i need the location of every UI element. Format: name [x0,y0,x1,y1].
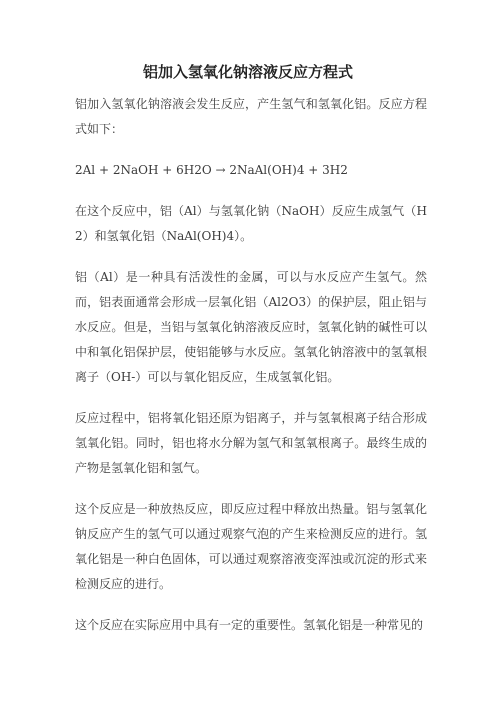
paragraph-exothermic: 这个反应是一种放热反应，即反应过程中释放出热量。铝与氢氧化钠反应产生的氢气可以通过观察气泡的产生来检测反应的进行。氢氧化铝是一种白色固体，可以通过观察溶液变浑浊或沉淀的形式来检测反应的进行。 [75,502,427,591]
document-title: 铝加入氢氧化钠溶液反应方程式 [142,63,353,81]
paragraph-intro: 铝加入氢氧化钠溶液会发生反应，产生氢气和氢氧化铝。反应方程式如下： [75,97,427,136]
reaction-equation: 2Al + 2NaOH + 6H2O → 2NaAl(OH)4 + 3H2 [75,163,348,177]
paragraph-applications: 这个反应在实际应用中具有一定的重要性。氢氧化铝是一种常见的 [75,618,424,632]
paragraph-reaction-process: 反应过程中，铝将氧化铝还原为铝离子，并与氢氧根离子结合形成氢氧化铝。同时，铝也将水分解为氢气和氢氧根离子。最终生成的产物是氢氧化铝和氢气。 [75,411,427,475]
paragraph-aluminum-properties: 铝（Al）是一种具有活泼性的金属，可以与水反应产生氢气。然而，铝表面通常会形成一层氧化铝（Al2O3）的保护层，阻止铝与水反应。但是，当铝与氢氧化钠溶液反应时，氢氧化钠的碱性可以中和氧化铝保护层，使铝能够与水反应。氢氧化钠溶液中的氢氧根离子（OH-）可以与氧化铝反应，生成氢氧化铝。 [75,270,427,384]
document-body [75,92,427,654]
paragraph-reactants: 在这个反应中，铝（Al）与氢氧化钠（NaOH）反应生成氢气（H2）和氢氧化铝（NaAl(OH)4）。 [75,204,427,243]
